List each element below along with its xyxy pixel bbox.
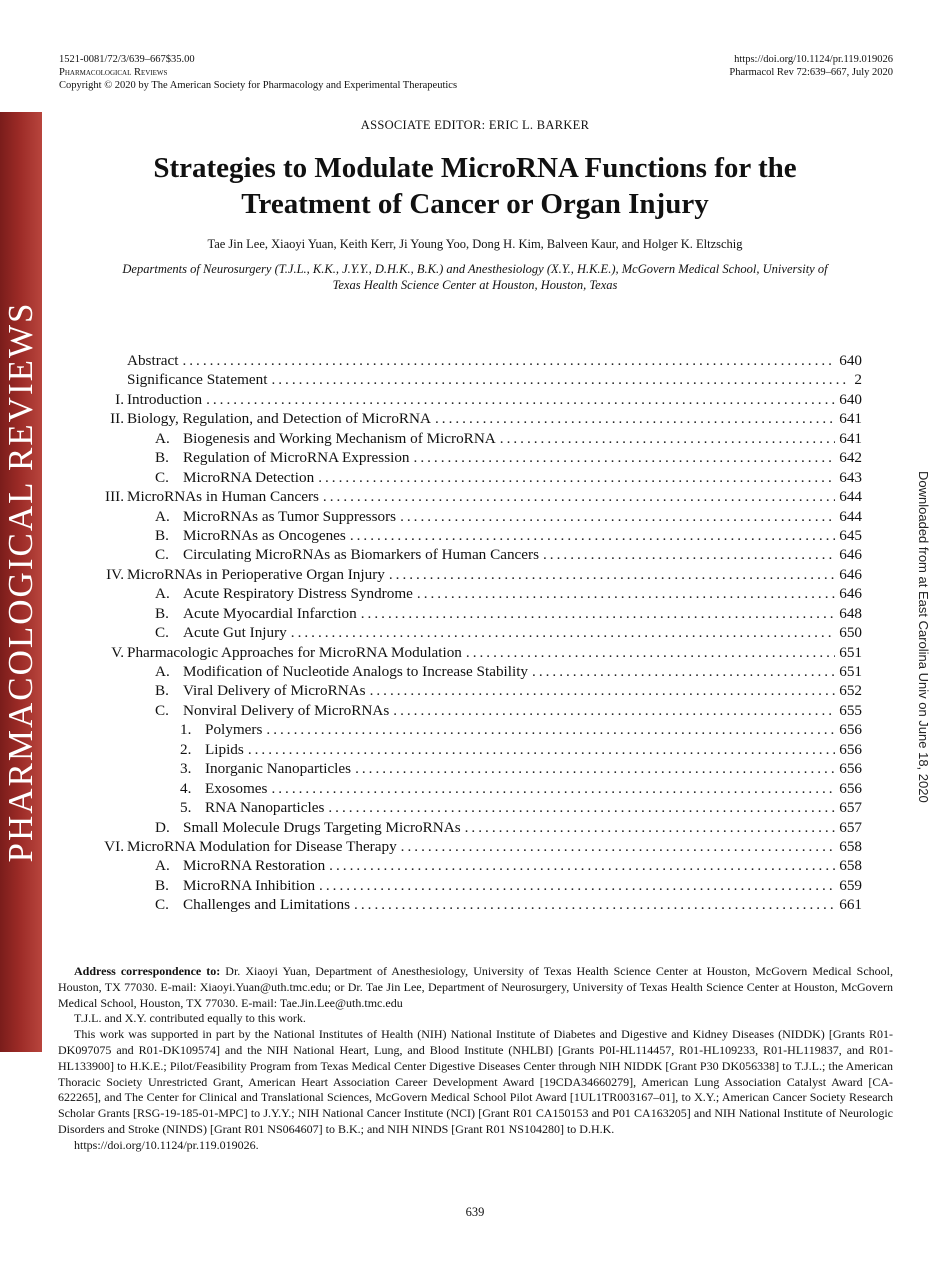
toc-entry[interactable] xyxy=(80,604,862,623)
toc-label-text: MicroRNAs in Human Cancers xyxy=(127,488,319,506)
toc-page-number: 652 xyxy=(839,682,862,700)
toc-subsection-marker: C. xyxy=(155,701,169,719)
title-line-2: Treatment of Cancer or Organ Injury xyxy=(241,188,709,220)
toc-page-number: 643 xyxy=(839,468,862,486)
toc-entry[interactable] xyxy=(80,876,862,895)
toc-section-number: III. xyxy=(105,488,124,506)
toc-entry[interactable] xyxy=(80,448,862,467)
toc-label-text: MicroRNA Detection xyxy=(183,468,315,486)
toc-entry[interactable] xyxy=(80,409,862,428)
toc-page-number: 640 xyxy=(839,352,862,369)
toc-page-number: 645 xyxy=(839,526,862,544)
toc-label-text: MicroRNAs in Perioperative Organ Injury xyxy=(127,565,385,583)
toc-label-text: Abstract xyxy=(127,352,179,369)
toc-section-number: II. xyxy=(110,410,124,428)
toc-subsection-marker: A. xyxy=(155,429,170,447)
toc-section-number: IV. xyxy=(106,565,124,583)
toc-entry[interactable] xyxy=(80,487,862,506)
toc-label-text: RNA Nanoparticles xyxy=(205,799,325,817)
toc-leader-dots xyxy=(318,468,835,487)
toc-label-text: Inorganic Nanoparticles xyxy=(205,760,352,778)
toc-leader-dots xyxy=(401,837,836,856)
toc-leader-dots xyxy=(465,818,836,837)
toc-label-text: Biogenesis and Working Mechanism of MicroRNA xyxy=(183,429,496,447)
toc-entry[interactable] xyxy=(80,837,862,856)
header-right xyxy=(729,53,893,79)
toc-leader-dots xyxy=(370,681,836,700)
toc-label xyxy=(155,662,528,681)
toc-subsection-marker: D. xyxy=(155,818,170,836)
toc-leader-dots xyxy=(323,487,835,506)
toc-label xyxy=(155,701,389,720)
toc-leader-dots xyxy=(206,390,835,409)
toc-label xyxy=(155,507,396,526)
toc-leader-dots xyxy=(355,759,835,778)
toc-subsection-marker: 2. xyxy=(180,740,192,758)
toc-page-number: 658 xyxy=(839,837,862,855)
toc-subsection-marker: C. xyxy=(155,624,169,642)
toc-subsection-marker: A. xyxy=(155,857,170,875)
toc-page-number: 656 xyxy=(839,721,862,739)
table-of-contents xyxy=(80,351,862,915)
toc-page-number: 640 xyxy=(839,390,862,408)
affiliation-line-1: Departments of Neurosurgery (T.J.L., K.K., J.Y.Y., D.H.K., B.K.) and Anesthesiology (X.Y., H.K.E.), McGovern Medical School, University of xyxy=(122,262,828,276)
toc-page-number: 642 xyxy=(839,449,862,467)
toc-label xyxy=(180,740,244,759)
toc-label-text: Introduction xyxy=(127,390,203,408)
toc-leader-dots xyxy=(182,351,835,370)
toc-leader-dots xyxy=(400,507,835,526)
toc-entry[interactable] xyxy=(80,856,862,875)
toc-page-number: 650 xyxy=(839,624,862,642)
toc-leader-dots xyxy=(417,584,835,603)
author-list: Tae Jin Lee, Xiaoyi Yuan, Keith Kerr, Ji Young Yoo, Dong H. Kim, Balveen Kaur, and Holger K. Eltzschig xyxy=(207,237,743,251)
toc-page-number: 661 xyxy=(839,896,862,914)
toc-label xyxy=(155,895,350,914)
issn-price: 1521-0081/72/3/639–667$35.00 xyxy=(59,54,195,65)
toc-label-text: Biology, Regulation, and Detection of MicroRNA xyxy=(127,410,431,428)
toc-label-text: Significance Statement xyxy=(127,371,268,389)
toc-leader-dots xyxy=(329,856,835,875)
toc-label xyxy=(155,429,496,448)
toc-entry[interactable] xyxy=(80,565,862,584)
toc-page-number: 656 xyxy=(839,779,862,797)
funding-note: This work was supported in part by the National Institutes of Health (NIH) National Institute of Diabetes and Digestive and Kidney Diseases (NIDDK) [Grants R01-DK097075 and R01-DK109574] and the NIH National Heart, Lung, and Blood Institute (NHLBI) [Grants P0I-HL114457, R01-HL109233, R01-HL119837, and R01-HL133900] to H.K.E.; Pilot/Feasibility Program from Texas Medical Center Digestive Diseases Center through NIH NIDDK [Grant P30 DK056338] to T.J.L.; the American Thoracic Society Unrestricted Grant, American Heart Association Career Development Award [19CDA34660279], American Lung Association Catalyst Award [CA-622265], and The Center for Clinical and Translational Sciences, McGovern Medical School Pilot Award [1UL1TR003167–01], to X.Y.; American Cancer Society Research Scholar Grants [RSG-19-185-01-MPC] to J.Y.Y.; NIH National Cancer Institute (NCI) [Grant R01 CA150153 and P01 CA163205] and NIH National Institute of Neurologic Disorders and Stroke (NINDS) [Grant R01 NS064607] to B.K.; and NIH NINDS [Grant R01 NS104280] to D.H.K. xyxy=(58,1027,893,1136)
toc-leader-dots xyxy=(543,545,835,564)
toc-subsection-marker: C. xyxy=(155,896,169,914)
affiliation-line-2: Texas Health Science Center at Houston, Houston, Texas xyxy=(332,278,618,292)
toc-label xyxy=(155,856,325,875)
toc-label-text: Acute Respiratory Distress Syndrome xyxy=(183,585,413,603)
toc-page-number: 657 xyxy=(839,799,862,817)
toc-leader-dots xyxy=(414,448,836,467)
toc-label xyxy=(180,720,262,739)
toc-entry[interactable] xyxy=(80,351,862,370)
toc-subsection-marker: A. xyxy=(155,507,170,525)
toc-label xyxy=(155,468,314,487)
toc-leader-dots xyxy=(393,701,835,720)
toc-section-number: VI. xyxy=(104,837,124,855)
toc-label-text: Nonviral Delivery of MicroRNAs xyxy=(183,701,390,719)
toc-entry[interactable] xyxy=(80,429,862,448)
toc-label xyxy=(180,759,351,778)
toc-label xyxy=(127,565,385,584)
header-left xyxy=(59,53,457,92)
citation: Pharmacol Rev 72:639–667, July 2020 xyxy=(729,67,893,78)
toc-subsection-marker: C. xyxy=(155,468,169,486)
toc-leader-dots xyxy=(271,370,850,389)
copyright: Copyright © 2020 by The American Society for Pharmacology and Experimental Therapeutics xyxy=(59,80,458,91)
journal-name: Pharmacological Reviews xyxy=(59,67,168,78)
toc-page-number: 646 xyxy=(839,546,862,564)
toc-label xyxy=(155,545,539,564)
toc-page-number: 644 xyxy=(839,488,862,506)
toc-label-text: MicroRNA Inhibition xyxy=(183,876,316,894)
toc-leader-dots xyxy=(466,643,835,662)
spine-title: PHARMACOLOGICAL REVIEWS xyxy=(1,301,40,863)
toc-label-text: Acute Gut Injury xyxy=(183,624,287,642)
toc-entry[interactable] xyxy=(80,507,862,526)
toc-label xyxy=(155,604,357,623)
toc-label-text: Modification of Nucleotide Analogs to Increase Stability xyxy=(183,663,529,680)
toc-label xyxy=(180,798,324,817)
toc-entry[interactable] xyxy=(80,623,862,642)
toc-leader-dots xyxy=(266,720,835,739)
equal-contribution-note: T.J.L. and X.Y. contributed equally to this work. xyxy=(74,1011,306,1026)
toc-page-number: 657 xyxy=(839,818,862,836)
toc-entry[interactable] xyxy=(80,720,862,739)
toc-label xyxy=(155,818,461,837)
toc-subsection-marker: C. xyxy=(155,546,169,564)
associate-editor: ASSOCIATE EDITOR: ERIC L. BARKER xyxy=(360,118,590,132)
toc-page-number: 656 xyxy=(839,740,862,758)
toc-subsection-marker: 1. xyxy=(180,721,192,739)
toc-leader-dots xyxy=(435,409,835,428)
toc-subsection-marker: B. xyxy=(155,526,169,544)
toc-page-number: 641 xyxy=(839,410,862,428)
toc-label xyxy=(155,876,315,895)
toc-page-number: 651 xyxy=(839,643,862,661)
toc-label-text: Exosomes xyxy=(205,779,268,797)
doi-link[interactable]: https://doi.org/10.1124/pr.119.019026 xyxy=(734,54,893,65)
article-title xyxy=(60,150,890,222)
toc-page-number: 646 xyxy=(839,585,862,603)
toc-leader-dots xyxy=(328,798,835,817)
toc-page-number: 651 xyxy=(839,663,862,680)
toc-entry[interactable] xyxy=(80,370,862,389)
toc-entry[interactable] xyxy=(80,798,862,817)
toc-label-text: Small Molecule Drugs Targeting MicroRNAs xyxy=(183,818,461,836)
toc-entry[interactable] xyxy=(80,895,862,914)
toc-entry[interactable] xyxy=(80,390,862,409)
toc-page-number: 2 xyxy=(854,371,862,389)
toc-label-text: Viral Delivery of MicroRNAs xyxy=(183,682,366,700)
toc-subsection-marker: A. xyxy=(155,585,170,603)
toc-page-number: 659 xyxy=(839,876,862,894)
toc-label-text: Acute Myocardial Infarction xyxy=(183,604,357,622)
toc-label xyxy=(180,779,267,798)
toc-subsection-marker: 4. xyxy=(180,779,192,797)
toc-label-text: Regulation of MicroRNA Expression xyxy=(183,449,410,467)
toc-page-number: 646 xyxy=(839,565,862,583)
toc-label xyxy=(127,390,202,409)
toc-label xyxy=(127,643,462,662)
affiliations xyxy=(55,261,895,293)
toc-subsection-marker: 5. xyxy=(180,799,192,817)
correspondence-note xyxy=(58,964,893,1011)
toc-section-number: V. xyxy=(111,643,124,661)
toc-leader-dots xyxy=(271,779,835,798)
toc-entry[interactable] xyxy=(80,759,862,778)
toc-leader-dots xyxy=(361,604,835,623)
toc-entry[interactable] xyxy=(80,468,862,487)
toc-label xyxy=(155,584,413,603)
toc-leader-dots xyxy=(319,876,835,895)
toc-label-text: Circulating MicroRNAs as Biomarkers of Human Cancers xyxy=(183,546,539,564)
journal-spine xyxy=(0,112,42,1052)
toc-page-number: 648 xyxy=(839,604,862,622)
toc-label-text: MicroRNAs as Tumor Suppressors xyxy=(183,507,397,525)
toc-label xyxy=(155,623,287,642)
toc-label xyxy=(127,409,431,428)
toc-leader-dots xyxy=(500,429,835,448)
toc-label xyxy=(127,487,319,506)
toc-label xyxy=(127,370,267,389)
toc-entry[interactable] xyxy=(80,545,862,564)
toc-entry[interactable] xyxy=(80,526,862,545)
toc-label xyxy=(155,526,346,545)
toc-leader-dots xyxy=(354,895,835,914)
toc-label xyxy=(155,681,366,700)
title-line-1: Strategies to Modulate MicroRNA Functions for the xyxy=(153,152,797,184)
toc-subsection-marker: 3. xyxy=(180,760,192,778)
toc-page-number: 658 xyxy=(839,857,862,875)
toc-entry[interactable] xyxy=(80,701,862,720)
page-number: 639 xyxy=(465,1205,485,1219)
toc-leader-dots xyxy=(350,526,835,545)
correspondence-text: Dr. Xiaoyi Yuan, Department of Anesthesiology, University of Texas Health Science Center at Houston, McGovern Medical School, Houston, TX 77030. E-mail: Xiaoyi.Yuan@uth.tmc.edu; or Dr. Tae Jin Lee, Department of Neurosurgery, University of Texas Health Science Center at Houston, McGovern Medical School, Houston, TX 77030. E-mail: Tae.Jin.Lee@uth.tmc.edu xyxy=(58,964,893,1010)
toc-entry[interactable] xyxy=(80,818,862,837)
toc-label xyxy=(127,837,397,856)
toc-subsection-marker: B. xyxy=(155,876,169,894)
download-note: Downloaded from at East Carolina Univ on June 18, 2020 xyxy=(916,471,931,803)
toc-entry[interactable] xyxy=(80,584,862,603)
toc-label-text: Challenges and Limitations xyxy=(183,896,351,914)
toc-page-number: 656 xyxy=(839,760,862,778)
toc-label xyxy=(127,351,178,370)
toc-subsection-marker: B. xyxy=(155,449,169,467)
correspondence-label: Address correspondence to: xyxy=(74,964,221,978)
toc-page-number: 641 xyxy=(839,429,862,447)
toc-entry[interactable] xyxy=(80,643,862,662)
toc-entry[interactable] xyxy=(80,740,862,759)
toc-leader-dots xyxy=(532,662,835,681)
toc-leader-dots xyxy=(291,623,835,642)
toc-leader-dots xyxy=(389,565,835,584)
toc-entry[interactable] xyxy=(80,681,862,700)
toc-subsection-marker: B. xyxy=(155,682,169,700)
doi-note[interactable]: https://doi.org/10.1124/pr.119.019026. xyxy=(74,1137,259,1152)
toc-leader-dots xyxy=(248,740,835,759)
toc-label-text: Lipids xyxy=(205,740,244,758)
toc-label xyxy=(155,448,410,467)
toc-label-text: MicroRNAs as Oncogenes xyxy=(183,526,346,544)
toc-subsection-marker: B. xyxy=(155,604,169,622)
toc-label-text: Pharmacologic Approaches for MicroRNA Modulation xyxy=(127,643,462,661)
toc-label-text: Polymers xyxy=(205,721,263,739)
toc-entry[interactable] xyxy=(80,779,862,798)
toc-page-number: 655 xyxy=(839,701,862,719)
toc-entry[interactable] xyxy=(80,662,862,681)
toc-subsection-marker: A. xyxy=(155,663,170,680)
toc-label-text: MicroRNA Restoration xyxy=(183,857,326,875)
toc-page-number: 644 xyxy=(839,507,862,525)
toc-label-text: MicroRNA Modulation for Disease Therapy xyxy=(127,837,397,855)
footnotes xyxy=(58,964,893,1154)
toc-section-number: I. xyxy=(115,390,124,408)
